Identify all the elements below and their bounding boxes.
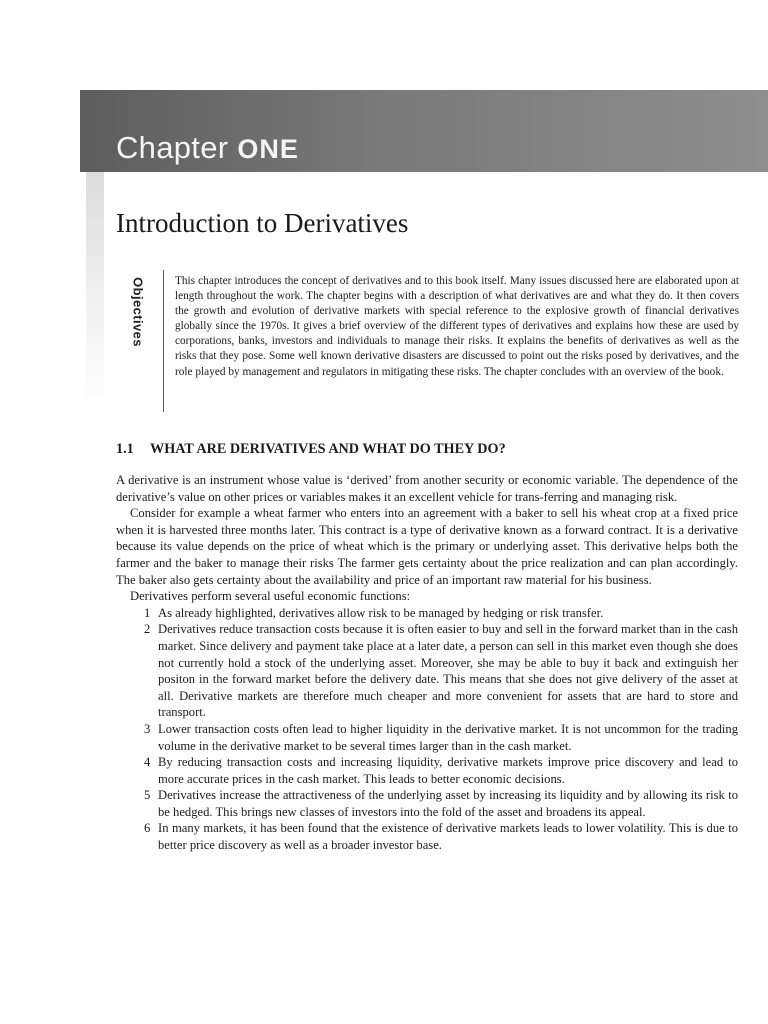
- chapter-title: Introduction to Derivatives: [116, 208, 409, 238]
- list-item-number: 6: [144, 821, 151, 836]
- list-item-number: 4: [144, 755, 151, 770]
- list-item-number: 3: [144, 721, 151, 736]
- list-item: [116, 621, 738, 721]
- section-number: 1.1: [116, 441, 134, 457]
- chapter-banner: [80, 90, 768, 172]
- functions-list: [116, 605, 738, 854]
- list-item-text: Lower transaction costs often lead to higher liquidity in the derivative market. It is not uncommon for the trading volume in the derivative market to be several times larger than in the cash market.: [158, 721, 738, 753]
- section-heading: [116, 441, 506, 458]
- objectives-label: Objectives: [130, 277, 146, 347]
- list-item-text: As already highlighted, derivatives allow risk to be managed by hedging or risk transfer.: [158, 605, 604, 620]
- paragraph: Derivatives perform several useful economic functions:: [130, 589, 411, 604]
- paragraph: Consider for example a wheat farmer who enters into an agreement with a baker to sell his wheat crop at a fixed price when it is harvested three months later. This contract is a type of derivative known as a forward contract. It is a derivative because its value depends on the price of wheat which is the primary or underlying asset. This derivative helps both the farmer and the baker to manage their risks The farmer gets certainty about the price realization and can plan accordingly. The baker also gets certainty about the availability and price of an important raw material for his business.: [116, 506, 738, 587]
- objectives-divider: [163, 270, 164, 412]
- list-item-text: By reducing transaction costs and increasing liquidity, derivative markets improve price discovery and lead to more accurate prices in the cash market. This leads to better economic decisions.: [158, 755, 738, 786]
- section-title: WHAT ARE DERIVATIVES AND WHAT DO THEY DO?: [150, 441, 506, 457]
- list-item-text: Derivatives reduce transaction costs because it is often easier to buy and sell in the forward market than in the cash market. Since delivery and payment take place at a later date, a person can sell in this market even though she does not currently hold a stock of the underlying asset. Moreover, she may be able to buy it back and extinguish her positon in the forward market before the delivery date. This means that she does not give delivery of the asset at all. Derivative markets are therefore much cheaper and more convenient for assets that are hard to store and transport.: [158, 622, 738, 720]
- objectives-text: This chapter introduces the concept of derivatives and to this book itself. Many issues discussed here are elaborated upon at length throughout the work. The chapter begins with a description of what derivatives are and what they do. It then covers the growth and evolution of derivative markets with special reference to the explosive growth of financial derivatives globally since the 1970s. It gives a brief overview of the different types of derivatives and explains how these are used by corporations, banks, investors and individuals to manage their risks. It explains the benefits of derivatives as well as the risks that they pose. Some well known derivative disasters are discussed to point out the risks posed by derivatives, and the role played by management and regulators in mitigating these risks. The chapter concludes with an overview of the book.: [175, 275, 739, 378]
- list-item-number: 1: [144, 605, 151, 620]
- list-item-text: In many markets, it has been found that the existence of derivative markets leads to lower volatility. This is due to better price discovery as well as a broader investor base.: [158, 821, 738, 853]
- chapter-label-number: ONE: [237, 134, 299, 164]
- list-item: [116, 820, 738, 853]
- list-item: [116, 605, 738, 622]
- list-item-number: 5: [144, 788, 151, 803]
- list-item: [116, 754, 738, 787]
- list-item: [116, 787, 738, 820]
- paragraph: A derivative is an instrument whose value is ‘derived’ from another security or economic variable. The dependence of the derivative’s value on other prices or variables makes it an excellent vehicle for trans-ferring and managing risk.: [116, 473, 738, 504]
- chapter-label-word: Chapter: [116, 130, 229, 165]
- list-item-number: 2: [144, 622, 151, 637]
- section-body: [116, 472, 738, 854]
- list-item-text: Derivatives increase the attractiveness of the underlying asset by increasing its liquidity and by allowing its risk to be hedged. This brings new classes of investors into the fold of the asset and broadens its appeal.: [158, 788, 738, 819]
- chapter-label: [116, 130, 299, 166]
- list-item: [116, 721, 738, 754]
- chapter-spine-decoration: [86, 172, 104, 412]
